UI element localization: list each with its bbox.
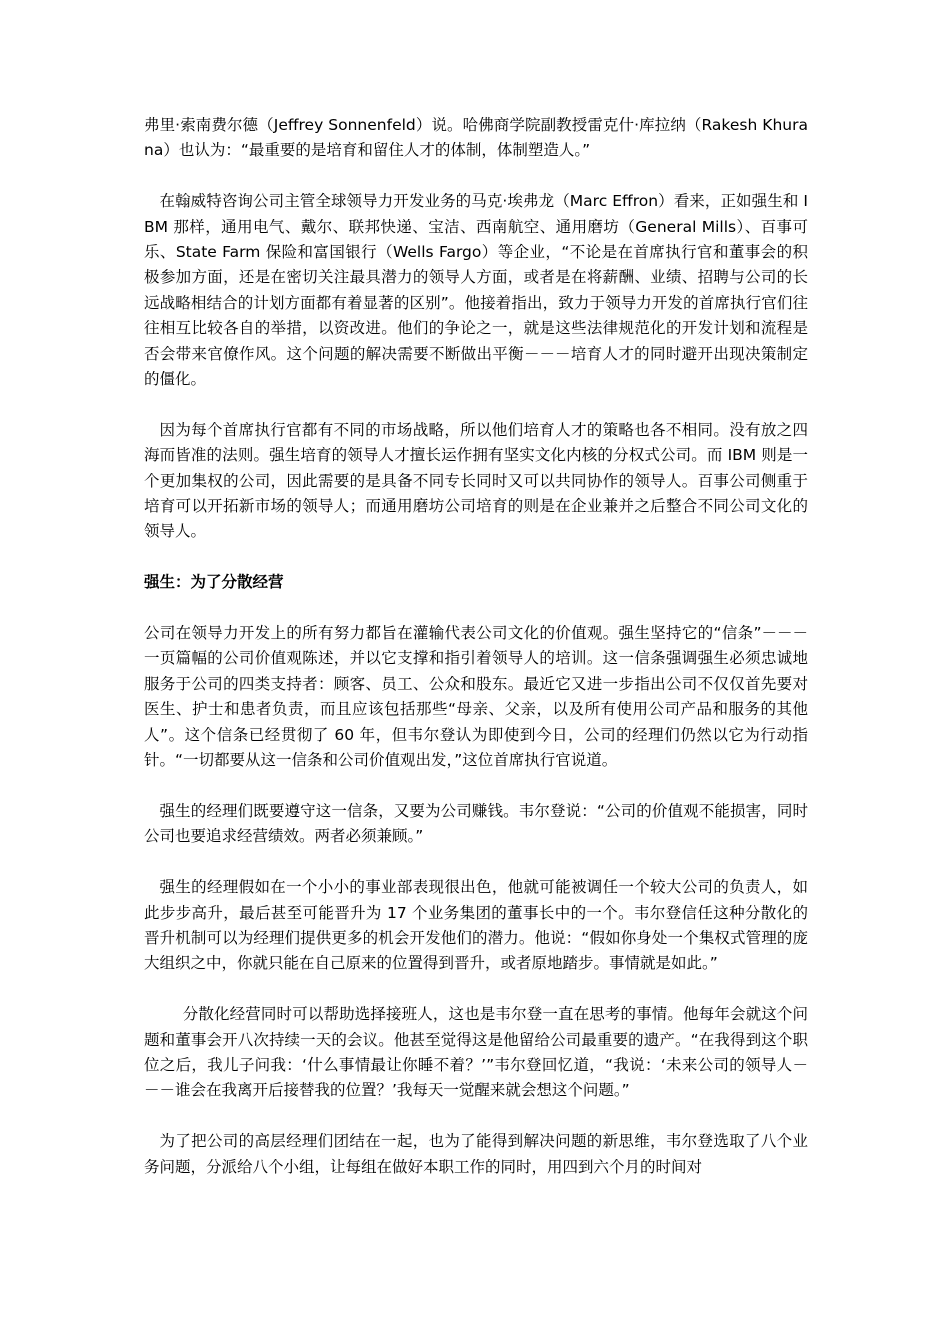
- paragraph-business-problems: 为了把公司的高层经理们团结在一起，也为了能得到解决问题的新思维，韦尔登选取了八个业务问题，分派给八个小组，让每组在做好本职工作的同时，用四到六个月的时间对: [144, 1132, 808, 1176]
- paragraph-marc-effron: 在翰威特咨询公司主管全球领导力开发业务的马克·埃弗龙（Marc Effron）看来，正如强生和 IBM 那样，通用电气、戴尔、联邦快递、宝洁、西南航空、通用磨坊（General Mills）、百事可乐、State Farm 保险和富国银行（Wells Fargo）等企业，“不论是在首席执行官和董事会的积极参加方面，还是在密切关注最具潜力的领导人方面，或者是在将薪酬、业绩、招聘与公司的长远战略相结合的计划方面都有着显著的区别”。他接着指出，致力于领导力开发的首席执行官们往往相互比较各自的举措，以资改进。他们的争论之一，就是这些法律规范化的开发计划和流程是否会带来官僚作风。这个问题的解决需要不断做出平衡－－－培育人才的同时避开出现决策制定的僵化。: [144, 192, 808, 389]
- paragraph-market-strategy: 因为每个首席执行官都有不同的市场战略，所以他们培育人才的策略也各不相同。没有放之四海而皆准的法则。强生培育的领导人才擅长运作拥有坚实文化内核的分权式公司。而 IBM 则是一个更加集权的公司，因此需要的是具备不同专长同时又可以共同协作的领导人。百事公司侧重于培育可以开拓新市场的领导人；而通用磨坊公司培育的则是在企业兼并之后整合不同公司文化的领导人。: [144, 420, 808, 541]
- paragraph-sonnenfeld-quote: 弗里·索南费尔德（Jeffrey Sonnenfeld）说。哈佛商学院副教授雷克什·库拉纳（Rakesh Khurana）也认为：“最重要的是培育和留住人才的体制，体制塑造人。”: [144, 116, 808, 160]
- paragraph-managers-values: 强生的经理们既要遵守这一信条，又要为公司赚钱。韦尔登说：“公司的价值观不能损害，同时公司也要追求经营绩效。两者必须兼顾。”: [144, 801, 808, 846]
- section-heading: 强生：为了分散经营: [144, 573, 284, 592]
- document-page: [144, 113, 808, 1205]
- paragraph-credo: 公司在领导力开发上的所有努力都旨在灌输代表公司文化的价值观。强生坚持它的“信条”－－－一页篇幅的公司价值观陈述，并以它支撑和指引着领导人的培训。这一信条强调强生必须忠诚地服务于公司的四类支持者：顾客、员工、公众和股东。最近它又进一步指出公司不仅仅首先要对医生、护士和患者负责，而且应该包括那些“母亲、父亲，以及所有使用公司产品和服务的其他人”。这个信条已经贯彻了 60 年，但韦尔登认为即使到今日，公司的经理们仍然以它为行动指针。“一切都要从这一信条和公司价值观出发，”这位首席执行官说道。: [144, 624, 808, 770]
- paragraph-promotion: 强生的经理假如在一个小小的事业部表现很出色，他就可能被调任一个较大公司的负责人，如此步步高升，最后甚至可能晋升为 17 个业务集团的董事长中的一个。韦尔登信任这种分散化的晋升机制可以为经理们提供更多的机会开发他们的潜力。他说：“假如你身处一个集权式管理的庞大组织之中，你就只能在自己原来的位置得到晋升，或者原地踏步。事情就是如此。”: [144, 878, 808, 973]
- paragraph-succession: 分散化经营同时可以帮助选择接班人，这也是韦尔登一直在思考的事情。他每年会就这个问题和董事会开八次持续一天的会议。他甚至觉得这是他留给公司最重要的遗产。“在我得到这个职位之后，我儿子问我：‘什么事情最让你睡不着？’”韦尔登回忆道，“我说：‘未来公司的领导人－－－谁会在我离开后接替我的位置？’我每天一觉醒来就会想这个问题。”: [144, 1005, 808, 1100]
